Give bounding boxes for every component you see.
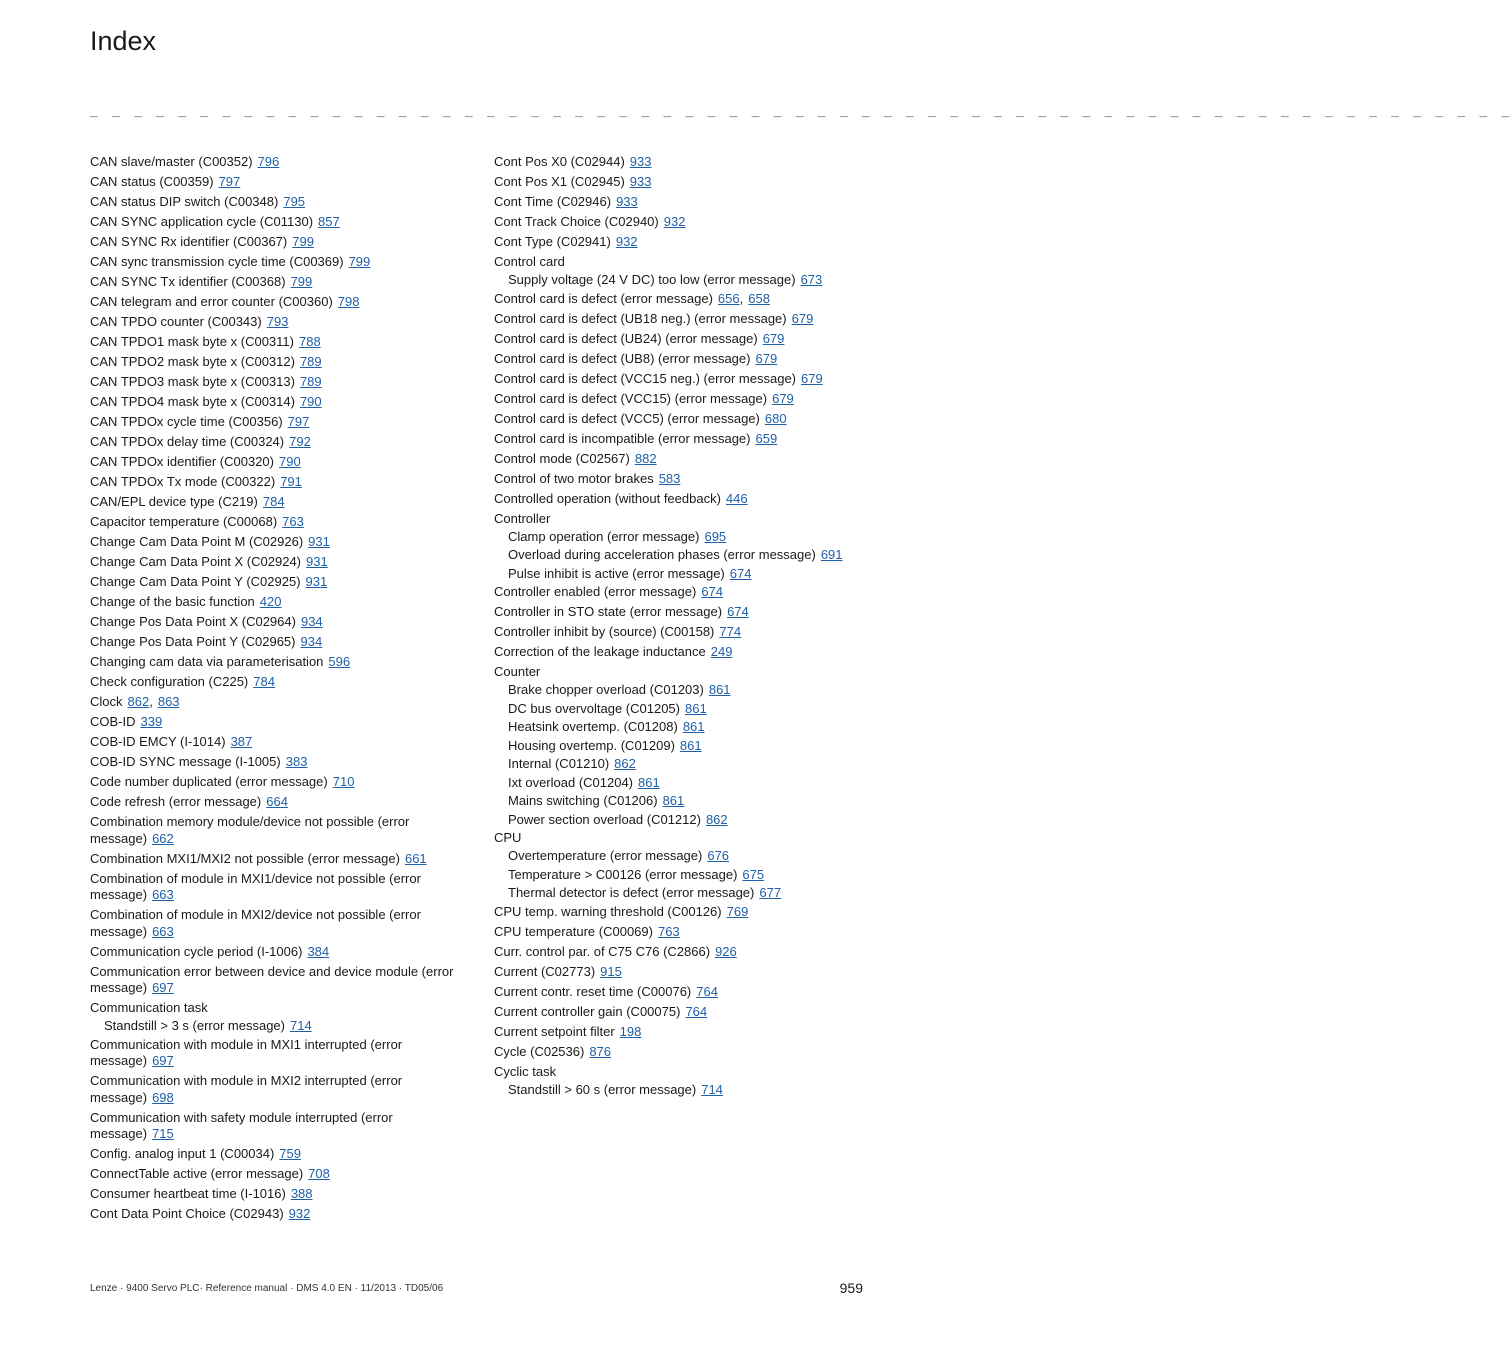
index-group-heading bbox=[494, 830, 860, 847]
index-entry-text: CAN TPDO2 mask byte x (C00312) bbox=[90, 354, 295, 369]
index-entry-text: Combination of module in MXI1/device not possible (error message) bbox=[90, 870, 421, 902]
page-link[interactable]: 708 bbox=[308, 1166, 330, 1181]
index-entry-text: CAN TPDO counter (C00343) bbox=[90, 314, 262, 329]
index-entry bbox=[494, 924, 860, 941]
page-link[interactable]: 764 bbox=[696, 983, 718, 999]
index-entry-text: Overload during acceleration phases (error message) bbox=[508, 547, 816, 562]
index-sub-entry bbox=[494, 566, 860, 583]
index-entry bbox=[90, 754, 460, 771]
page-link[interactable]: 679 bbox=[755, 350, 778, 366]
index-entry-text: Temperature > C00126 (error message) bbox=[508, 866, 738, 882]
page-link[interactable]: 861 bbox=[708, 682, 731, 697]
index-column-right bbox=[494, 154, 860, 1100]
index-entry-text: Standstill > 3 s (error message) bbox=[104, 1018, 285, 1033]
index-entry bbox=[494, 984, 860, 1001]
page-link[interactable]: 931 bbox=[308, 534, 330, 549]
page-link[interactable]: 679 bbox=[772, 390, 794, 406]
index-entry-text: Control mode (C02567) bbox=[494, 450, 630, 466]
index-group-heading bbox=[90, 1000, 460, 1017]
index-entry-text: Communication error between device and device module (error message) bbox=[90, 963, 454, 995]
page-link[interactable]: 659 bbox=[755, 430, 778, 446]
page-link[interactable]: 673 bbox=[800, 272, 823, 287]
index-entry-text: COB-ID bbox=[90, 714, 136, 729]
page-link[interactable]: 675 bbox=[742, 866, 765, 882]
index-entry-text: Check configuration (C225) bbox=[90, 674, 249, 689]
index-entry bbox=[90, 694, 460, 711]
index-entry-text: Cycle (C02536) bbox=[494, 1043, 585, 1059]
index-entry-text: Counter bbox=[494, 664, 541, 679]
index-entry bbox=[90, 851, 460, 868]
index-entry bbox=[90, 534, 460, 551]
index-entry-text: CAN sync transmission cycle time (C00369) bbox=[90, 254, 344, 269]
page-link[interactable]: 784 bbox=[253, 674, 275, 689]
page-link[interactable]: 339 bbox=[140, 714, 163, 729]
page-link[interactable]: 674 bbox=[729, 565, 752, 581]
page-link[interactable]: 714 bbox=[701, 1081, 723, 1097]
index-entry-text: Control card is defect (UB18 neg.) (error message) bbox=[494, 310, 787, 326]
page-link[interactable]: 697 bbox=[152, 980, 174, 995]
page-link[interactable]: 764 bbox=[685, 1003, 708, 1019]
index-entry bbox=[90, 1073, 460, 1106]
index-entry-text: Pulse inhibit is active (error message) bbox=[508, 565, 725, 581]
index-entry-text: Communication with module in MXI2 interrupted (error message) bbox=[90, 1073, 403, 1105]
index-entry bbox=[90, 1166, 460, 1183]
page-link[interactable]: 932 bbox=[615, 234, 638, 249]
page-separator: , bbox=[739, 290, 744, 306]
page-link[interactable]: 790 bbox=[279, 454, 301, 469]
page-link[interactable]: 862 bbox=[705, 811, 728, 827]
page-link[interactable]: 596 bbox=[328, 654, 351, 669]
index-entry-text: CAN/EPL device type (C219) bbox=[90, 494, 258, 509]
index-entry-text: Current controller gain (C00075) bbox=[494, 1003, 681, 1019]
index-entry bbox=[90, 634, 460, 651]
index-entry-text: Standstill > 60 s (error message) bbox=[508, 1081, 697, 1097]
index-entry-text: Power section overload (C01212) bbox=[508, 811, 701, 827]
index-entry-text: Clock bbox=[90, 694, 123, 709]
page-link[interactable]: 674 bbox=[727, 604, 749, 619]
index-entry-text: Control card is defect (UB8) (error message) bbox=[494, 350, 751, 366]
index-sub-entry bbox=[494, 529, 860, 546]
page-link[interactable]: 915 bbox=[600, 963, 622, 979]
index-entry-text: Communication cycle period (I-1006) bbox=[90, 943, 303, 959]
footer-page-number: 959 bbox=[839, 1280, 863, 1296]
index-entry bbox=[90, 214, 460, 231]
index-entry-text: Change Pos Data Point X (C02964) bbox=[90, 614, 296, 629]
index-entry bbox=[494, 471, 860, 488]
index-sub-entry bbox=[494, 1082, 860, 1099]
page-link[interactable]: 799 bbox=[348, 254, 371, 269]
page-link[interactable]: 664 bbox=[266, 794, 288, 809]
page-separator: , bbox=[149, 694, 153, 709]
index-entry-text: Control card is defect (VCC15) (error message) bbox=[494, 390, 768, 406]
page-link[interactable]: 674 bbox=[701, 584, 724, 599]
page-link[interactable]: 695 bbox=[704, 528, 727, 544]
page-link[interactable]: 763 bbox=[657, 923, 680, 939]
index-entry bbox=[494, 904, 860, 921]
page-link[interactable]: 691 bbox=[820, 547, 843, 562]
page-link[interactable]: 446 bbox=[725, 490, 748, 506]
index-entry-text: Ixt overload (C01204) bbox=[508, 774, 634, 790]
index-entry bbox=[90, 254, 460, 271]
index-entry bbox=[494, 584, 860, 601]
page-link[interactable]: 862 bbox=[127, 694, 150, 709]
index-entry bbox=[494, 1024, 860, 1041]
index-entry bbox=[90, 964, 460, 997]
index-entry bbox=[90, 594, 460, 611]
index-entry-text: Change Cam Data Point X (C02924) bbox=[90, 554, 302, 569]
index-entry-text: Clamp operation (error message) bbox=[508, 528, 700, 544]
index-entry-text: CAN TPDOx delay time (C00324) bbox=[90, 434, 285, 449]
index-entry bbox=[90, 674, 460, 691]
page-link[interactable]: 876 bbox=[589, 1043, 612, 1059]
page-link[interactable]: 789 bbox=[299, 354, 322, 369]
page-link[interactable]: 710 bbox=[332, 774, 355, 789]
index-entry bbox=[90, 1186, 460, 1203]
index-entry-text: CAN status DIP switch (C00348) bbox=[90, 194, 279, 209]
index-entry-text: CAN slave/master (C00352) bbox=[90, 154, 253, 169]
index-sub-entry bbox=[494, 812, 860, 829]
index-sub-entry bbox=[494, 547, 860, 564]
index-entry-text: CAN SYNC Rx identifier (C00367) bbox=[90, 234, 288, 249]
page-link[interactable]: 861 bbox=[684, 700, 707, 716]
page-link[interactable]: 795 bbox=[283, 194, 306, 209]
index-entry bbox=[90, 394, 460, 411]
index-entry-text: COB-ID SYNC message (I-1005) bbox=[90, 754, 281, 769]
index-sub-entry bbox=[494, 775, 860, 792]
index-entry bbox=[90, 1037, 460, 1070]
index-entry-text: Cyclic task bbox=[494, 1063, 557, 1079]
index-entry-text: CAN status (C00359) bbox=[90, 174, 214, 189]
page-link[interactable]: 793 bbox=[266, 314, 289, 329]
index-entry-text: CAN TPDOx Tx mode (C00322) bbox=[90, 474, 276, 489]
index-entry bbox=[494, 174, 860, 191]
index-entry bbox=[494, 194, 860, 211]
page-link[interactable]: 679 bbox=[801, 370, 823, 386]
index-entry bbox=[90, 714, 460, 731]
index-entry bbox=[90, 871, 460, 904]
page-link[interactable]: 680 bbox=[764, 410, 787, 426]
index-entry-text: Current contr. reset time (C00076) bbox=[494, 983, 692, 999]
index-entry-text: CAN TPDOx identifier (C00320) bbox=[90, 454, 274, 469]
index-entry bbox=[494, 1004, 860, 1021]
page-link[interactable]: 583 bbox=[658, 470, 681, 486]
page-link[interactable]: 759 bbox=[279, 1146, 301, 1161]
page-link[interactable]: 388 bbox=[290, 1186, 313, 1201]
index-group-heading bbox=[494, 254, 860, 271]
index-entry bbox=[90, 514, 460, 531]
index-entry bbox=[90, 354, 460, 371]
page-link[interactable]: 798 bbox=[337, 294, 360, 309]
index-entry-text: CPU bbox=[494, 830, 522, 845]
index-sub-entry bbox=[494, 867, 860, 884]
index-sub-entry bbox=[494, 793, 860, 810]
index-entry-text: Control card is defect (VCC15 neg.) (error message) bbox=[494, 370, 797, 386]
page-link[interactable]: 249 bbox=[710, 644, 733, 659]
page-link[interactable]: 198 bbox=[619, 1023, 642, 1039]
page-link[interactable]: 861 bbox=[638, 774, 660, 790]
index-entry bbox=[494, 391, 860, 408]
index-entry bbox=[494, 331, 860, 348]
index-entry-text: CPU temperature (C00069) bbox=[494, 923, 653, 939]
page-link[interactable]: 383 bbox=[285, 754, 308, 769]
index-entry-text: Controller in STO state (error message) bbox=[494, 604, 723, 619]
index-sub-entry bbox=[494, 885, 860, 902]
index-entry bbox=[90, 174, 460, 191]
page-link[interactable]: 933 bbox=[616, 194, 638, 209]
index-entry-text: Communication with safety module interrupted (error message) bbox=[90, 1109, 393, 1141]
index-entry bbox=[90, 734, 460, 751]
index-entry-text: Capacitor temperature (C00068) bbox=[90, 514, 278, 529]
index-entry-text: Code refresh (error message) bbox=[90, 794, 262, 809]
index-entry-text: Control card is incompatible (error message) bbox=[494, 430, 751, 446]
index-entry bbox=[494, 624, 860, 641]
index-group-heading bbox=[494, 664, 860, 681]
index-entry-text: Cont Data Point Choice (C02943) bbox=[90, 1206, 284, 1221]
index-group-heading bbox=[494, 1064, 860, 1081]
index-sub-entry bbox=[494, 701, 860, 718]
index-entry-text: CAN TPDO4 mask byte x (C00314) bbox=[90, 394, 295, 409]
index-entry bbox=[494, 371, 860, 388]
index-entry bbox=[90, 494, 460, 511]
index-entry bbox=[90, 794, 460, 811]
page-link[interactable]: 792 bbox=[289, 434, 311, 449]
index-entry-text: Controller bbox=[494, 510, 551, 526]
index-group-heading bbox=[494, 511, 860, 528]
page-link[interactable]: 862 bbox=[614, 756, 636, 771]
page-link[interactable]: 861 bbox=[682, 719, 705, 734]
index-entry-text: Communication task bbox=[90, 1000, 208, 1015]
index-entry bbox=[494, 604, 860, 621]
index-entry bbox=[90, 1146, 460, 1163]
index-sub-entry bbox=[494, 848, 860, 865]
header-separator: _ _ _ _ _ _ _ _ _ _ _ _ _ _ _ _ _ _ _ _ _ _ _ _ _ _ _ _ _ _ _ _ _ _ _ _ _ _ _ _ _ _ _ _ _ _ _ _ _ _ _ _ _ _ _ _ _ _ _ _ _ _ _ _ _ bbox=[90, 103, 1512, 118]
index-entry-text: Controlled operation (without feedback) bbox=[494, 490, 721, 506]
index-entry-text: Change of the basic function bbox=[90, 594, 255, 609]
index-entry bbox=[90, 944, 460, 961]
index-entry-text: Cont Time (C02946) bbox=[494, 194, 612, 209]
index-entry-text: Change Pos Data Point Y (C02965) bbox=[90, 634, 296, 649]
index-entry-text: CAN TPDO3 mask byte x (C00313) bbox=[90, 374, 295, 389]
page-link[interactable]: 926 bbox=[715, 943, 737, 959]
page-link[interactable]: 769 bbox=[726, 903, 749, 919]
index-sub-entry bbox=[494, 682, 860, 699]
index-entry bbox=[494, 944, 860, 961]
page-link[interactable]: 791 bbox=[280, 474, 302, 489]
index-entry bbox=[494, 431, 860, 448]
index-entry-text: Correction of the leakage inductance bbox=[494, 644, 706, 659]
page-link[interactable]: 661 bbox=[404, 850, 427, 866]
index-entry-text: Brake chopper overload (C01203) bbox=[508, 682, 704, 697]
page-link[interactable]: 774 bbox=[719, 624, 742, 639]
index-entry-text: Combination MXI1/MXI2 not possible (error message) bbox=[90, 850, 400, 866]
page-link[interactable]: 697 bbox=[152, 1053, 174, 1068]
index-sub-entry bbox=[90, 1018, 460, 1035]
index-entry bbox=[494, 351, 860, 368]
index-entry-text: Cont Type (C02941) bbox=[494, 234, 611, 249]
page-link[interactable]: 663 bbox=[152, 887, 174, 902]
index-entry bbox=[90, 234, 460, 251]
index-entry bbox=[494, 451, 860, 468]
index-entry bbox=[90, 274, 460, 291]
index-entry-text: Overtemperature (error message) bbox=[508, 848, 703, 863]
page-link[interactable]: 763 bbox=[282, 514, 304, 529]
index-entry-text: Cont Track Choice (C02940) bbox=[494, 214, 659, 229]
index-entry-text: Mains switching (C01206) bbox=[508, 793, 658, 808]
index-entry bbox=[494, 154, 860, 171]
index-sub-entry bbox=[494, 719, 860, 736]
index-entry-text: CAN TPDO1 mask byte x (C00311) bbox=[90, 334, 294, 349]
index-entry-text: Control card bbox=[494, 254, 565, 269]
index-sub-entry bbox=[494, 756, 860, 773]
index-entry-text: CAN SYNC Tx identifier (C00368) bbox=[90, 274, 286, 289]
index-entry-text: Controller inhibit by (source) (C00158) bbox=[494, 624, 715, 639]
index-entry-text: COB-ID EMCY (I-1014) bbox=[90, 734, 226, 749]
index-entry bbox=[494, 411, 860, 428]
index-entry-text: Change Cam Data Point M (C02926) bbox=[90, 534, 304, 549]
index-entry-text: Cont Pos X0 (C02944) bbox=[494, 154, 625, 169]
footer-document-info: Lenze · 9400 Servo PLC· Reference manual · DMS 4.0 EN · 11/2013 · TD05/06 bbox=[90, 1283, 444, 1294]
page-link[interactable]: 676 bbox=[707, 848, 730, 863]
index-entry bbox=[494, 291, 860, 308]
index-entry bbox=[90, 374, 460, 391]
page-link[interactable]: 714 bbox=[289, 1018, 312, 1033]
index-entry bbox=[494, 964, 860, 981]
page-link[interactable]: 790 bbox=[299, 394, 322, 409]
index-entry bbox=[494, 491, 860, 508]
index-entry-text: Changing cam data via parameterisation bbox=[90, 654, 324, 669]
page-link[interactable]: 932 bbox=[663, 214, 686, 229]
index-entry-text: Config. analog input 1 (C00034) bbox=[90, 1146, 275, 1161]
index-entry bbox=[494, 1044, 860, 1061]
index-entry bbox=[90, 907, 460, 940]
page-link[interactable]: 861 bbox=[662, 793, 685, 808]
index-entry bbox=[494, 234, 860, 251]
index-entry-text: Cont Pos X1 (C02945) bbox=[494, 174, 625, 189]
index-sub-entry bbox=[494, 738, 860, 755]
page-link[interactable]: 384 bbox=[307, 943, 330, 959]
index-entry-text: Code number duplicated (error message) bbox=[90, 774, 328, 789]
page-link[interactable]: 931 bbox=[306, 554, 328, 569]
page-link[interactable]: 882 bbox=[634, 450, 657, 466]
page-link[interactable]: 863 bbox=[157, 694, 180, 709]
page-link[interactable]: 662 bbox=[152, 830, 174, 846]
index-entry-text: Change Cam Data Point Y (C02925) bbox=[90, 574, 301, 589]
index-entry-text: Heatsink overtemp. (C01208) bbox=[508, 719, 678, 734]
index-entry bbox=[90, 154, 460, 171]
page-link[interactable]: 698 bbox=[152, 1089, 174, 1105]
index-entry bbox=[494, 214, 860, 231]
index-entry-text: Thermal detector is defect (error message) bbox=[508, 885, 755, 900]
page-link[interactable]: 420 bbox=[259, 594, 282, 609]
index-entry-text: Current setpoint filter bbox=[494, 1023, 615, 1039]
page-link[interactable]: 715 bbox=[152, 1126, 174, 1141]
index-entry-text: Communication with module in MXI1 interrupted (error message) bbox=[90, 1036, 403, 1068]
index-entry bbox=[90, 414, 460, 431]
index-entry bbox=[90, 554, 460, 571]
index-sub-entry bbox=[494, 272, 860, 289]
page-link[interactable]: 934 bbox=[300, 634, 323, 649]
page-link[interactable]: 797 bbox=[218, 174, 241, 189]
page-link[interactable]: 799 bbox=[290, 274, 313, 289]
index-entry bbox=[90, 774, 460, 791]
index-entry bbox=[90, 294, 460, 311]
index-entry bbox=[90, 194, 460, 211]
index-entry-text: Controller enabled (error message) bbox=[494, 584, 697, 599]
page-link[interactable]: 796 bbox=[257, 154, 280, 169]
page-title: Index bbox=[90, 26, 157, 56]
index-entry bbox=[90, 314, 460, 331]
index-entry bbox=[90, 574, 460, 591]
index-entry-text: Curr. control par. of C75 C76 (C2866) bbox=[494, 943, 711, 959]
page-link[interactable]: 679 bbox=[791, 310, 814, 326]
index-entry-text: Housing overtemp. (C01209) bbox=[508, 737, 675, 753]
page-link[interactable]: 679 bbox=[762, 330, 785, 346]
index-entry-text: Combination memory module/device not possible (error message) bbox=[90, 814, 410, 846]
index-entry-text: Internal (C01210) bbox=[508, 756, 610, 771]
index-entry bbox=[90, 474, 460, 491]
index-entry-text: Control card is defect (UB24) (error message) bbox=[494, 330, 758, 346]
index-entry bbox=[90, 1110, 460, 1143]
index-entry bbox=[90, 614, 460, 631]
index-entry-text: DC bus overvoltage (C01205) bbox=[508, 700, 680, 716]
page-link[interactable]: 784 bbox=[262, 494, 285, 509]
index-entry bbox=[90, 1206, 460, 1223]
page-link[interactable]: 788 bbox=[298, 334, 321, 349]
index-entry-text: CAN SYNC application cycle (C01130) bbox=[90, 214, 314, 229]
page-link[interactable]: 933 bbox=[629, 174, 652, 189]
index-entry-text: Supply voltage (24 V DC) too low (error message) bbox=[508, 272, 796, 287]
index-entry-text: Control card is defect (VCC5) (error message) bbox=[494, 410, 760, 426]
index-entry-text: Control of two motor brakes bbox=[494, 470, 654, 486]
index-entry-text: ConnectTable active (error message) bbox=[90, 1166, 304, 1181]
page-link[interactable]: 663 bbox=[152, 923, 174, 939]
page-link[interactable]: 857 bbox=[318, 214, 340, 229]
index-entry-text: CAN telegram and error counter (C00360) bbox=[90, 294, 333, 309]
index-entry-text: CAN TPDOx cycle time (C00356) bbox=[90, 414, 283, 429]
index-entry bbox=[90, 434, 460, 451]
index-column-left bbox=[90, 154, 460, 1226]
index-entry-text: Consumer heartbeat time (I-1016) bbox=[90, 1186, 286, 1201]
page-link[interactable]: 387 bbox=[230, 734, 253, 749]
page-link[interactable]: 799 bbox=[292, 234, 314, 249]
index-entry-text: Control card is defect (error message) bbox=[494, 290, 713, 306]
index-entry-text: Current (C02773) bbox=[494, 963, 596, 979]
page-link[interactable]: 677 bbox=[759, 885, 782, 900]
page-link[interactable]: 932 bbox=[288, 1206, 311, 1221]
page-link[interactable]: 934 bbox=[300, 614, 323, 629]
index-entry-text: Combination of module in MXI2/device not possible (error message) bbox=[90, 907, 421, 939]
index-entry bbox=[90, 334, 460, 351]
page-link[interactable]: 797 bbox=[287, 414, 310, 429]
page-link[interactable]: 658 bbox=[748, 290, 770, 306]
page-link[interactable]: 931 bbox=[305, 574, 328, 589]
page-link[interactable]: 656 bbox=[717, 290, 740, 306]
page-link[interactable]: 861 bbox=[679, 737, 702, 753]
index-entry bbox=[90, 654, 460, 671]
page-link[interactable]: 933 bbox=[629, 154, 652, 169]
index-entry-text: CPU temp. warning threshold (C00126) bbox=[494, 903, 722, 919]
index-entry bbox=[90, 454, 460, 471]
page-link[interactable]: 789 bbox=[299, 374, 322, 389]
index-entry bbox=[90, 814, 460, 847]
index-entry bbox=[494, 311, 860, 328]
index-entry bbox=[494, 644, 860, 661]
